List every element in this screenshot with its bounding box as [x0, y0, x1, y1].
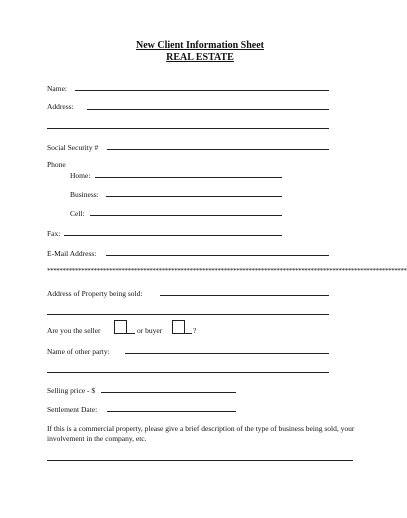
- selling-price-label: Selling price - $: [47, 386, 96, 395]
- seller-blank: [126, 333, 135, 334]
- settlement-date-label: Settlement Date:: [47, 405, 98, 414]
- property-address-field[interactable]: [160, 295, 329, 296]
- other-party-label: Name of other party:: [47, 347, 110, 356]
- buyer-checkbox[interactable]: [172, 320, 185, 334]
- home-phone-label: Home:: [70, 171, 91, 180]
- other-party-field-line-2[interactable]: [47, 372, 329, 373]
- commercial-note: If this is a commercial property, please give a brief description of the type of business being sold, your involvement in the company, etc.: [47, 424, 355, 443]
- fax-label: Fax:: [47, 229, 61, 238]
- name-field[interactable]: [75, 90, 329, 91]
- email-field[interactable]: [106, 255, 329, 256]
- fax-field[interactable]: [64, 235, 282, 236]
- address-field[interactable]: [87, 109, 329, 110]
- property-address-field-line-2[interactable]: [47, 314, 329, 315]
- form-title: New Client Information Sheet: [135, 40, 265, 51]
- form-subtitle: REAL ESTATE: [166, 52, 234, 63]
- phone-label: Phone: [47, 160, 66, 169]
- commercial-description-field[interactable]: [47, 460, 353, 461]
- selling-price-field[interactable]: [101, 392, 236, 393]
- seller-checkbox[interactable]: [114, 320, 127, 334]
- buyer-text: or buyer: [137, 326, 163, 335]
- property-address-label: Address of Property being sold:: [47, 289, 143, 298]
- home-phone-field[interactable]: [95, 177, 282, 178]
- buyer-blank: [184, 333, 192, 334]
- cell-phone-field[interactable]: [90, 215, 282, 216]
- address-field-line-2[interactable]: [47, 128, 329, 129]
- settlement-date-field[interactable]: [107, 411, 236, 412]
- email-label: E-Mail Address:: [47, 249, 97, 258]
- separator: ********************************************************************************************************************: [47, 267, 407, 275]
- address-label: Address:: [47, 102, 74, 111]
- business-phone-label: Business:: [70, 190, 99, 199]
- ssn-label: Social Security #: [47, 143, 99, 152]
- cell-phone-label: Cell:: [70, 209, 85, 218]
- other-party-field[interactable]: [125, 353, 329, 354]
- name-label: Name:: [47, 84, 67, 93]
- ssn-field[interactable]: [107, 149, 329, 150]
- business-phone-field[interactable]: [106, 196, 282, 197]
- question-mark: ?: [193, 326, 197, 335]
- seller-question: Are you the seller: [47, 326, 101, 335]
